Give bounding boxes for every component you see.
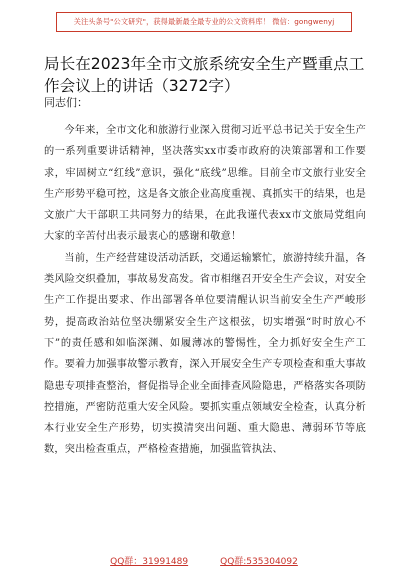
- banner-text: 关注头条号"公文研究"，获得最新最全最专业的公文资料库！ 微信：gongwenyj: [73, 17, 335, 26]
- document-title: 局长在2023年全市文旅系统安全生产暨重点工作会议上的讲话（3272字）: [44, 55, 365, 95]
- body-paragraph: 今年来，全市文化和旅游行业深入贯彻习近平总书记关于安全生产的一系列重要讲话精神，坚决落实xx市委市政府的决策部署和工作要求，牢固树立“红线”意识，强化“底线”思维。目前全市文旅行业安全生产形势平稳可控，这是各文旅企业高度重视、真抓实干的结果，也是文旅广大干部职工共同努力的结果，在此我谨代表xx市文旅局党组向大家的辛苦付出表示最衷心的感谢和敬意！: [44, 125, 367, 243]
- body-paragraph: 当前，生产经营建设活动活跃，交通运输繁忙，旅游持续升温，各类风险交织叠加，事故易发高发。省市相继召开安全生产会议，对安全生产工作提出要求、作出部署各单位要清醒认识当前安全生产严峻形势，提高政治站位坚决绷紧安全生产这根弦，切实增强“时时放心不下”的责任感和如临深渊、如履薄冰的警惕性，全力抓好安全生产工作。要着力加强事故警示教育，深入开展安全生产专项检查和重大事故隐患专项排查整治，督促指导企业全面排查风险隐患，严格落实各项防控措施，严密防范重大安全风险。要抓实重点领域安全检查，认真分析本行业安全生产形势，切实摸清突出问题、重大隐患、薄弱环节等底数，突出检查重点，严格检查措施，加强监管执法、: [44, 252, 367, 456]
- document-body: [44, 120, 366, 461]
- qq-group-link[interactable]: QQ群：31991489: [110, 557, 189, 567]
- header-banner: [56, 12, 352, 32]
- qq-group-link[interactable]: QQ群:535304092: [220, 557, 298, 567]
- salutation: 同志们：: [44, 96, 88, 109]
- footer: [0, 554, 408, 567]
